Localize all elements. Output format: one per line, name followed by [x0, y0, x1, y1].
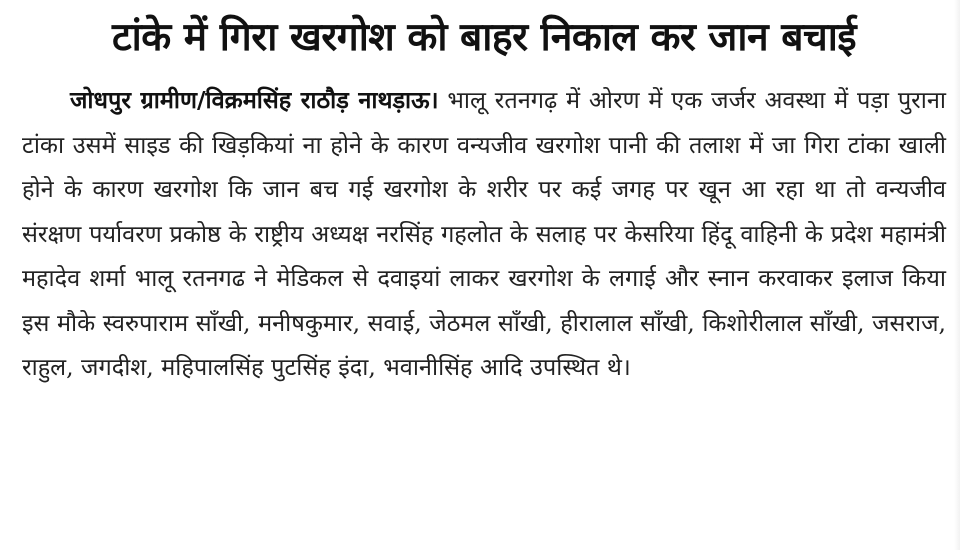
dateline: जोधपुर ग्रामीण/विक्रमसिंह राठौड़ नाथड़ाऊ।	[70, 86, 439, 114]
headline: टांके में गिरा खरगोश को बाहर निकाल कर जान बचाई	[112, 15, 856, 60]
clipping-edge	[954, 0, 960, 550]
article-body-text: भालू रतनगढ़ में ओरण में एक जर्जर अवस्था में पड़ा पुराना टांका उसमें साइड की खिड़कियां ना होने के कारण वन्यजीव खरगोश पानी की तलाश में जा गिरा टांका खाली होने के कारण खरगोश कि जान बच गई खरगोश के शरीर पर कई जगह पर खून आ रहा था तो वन्यजीव संरक्षण पर्यावरण प्रकोष्ठ के राष्ट्रीय अध्यक्ष नरसिंह गहलोत के सलाह पर केसरिया हिंदू वाहिनी के प्रदेश महामंत्री महादेव शर्मा भालू रतनगढ ने मेडिकल से दवाइयां लाकर खरगोश के लगाई और स्नान करवाकर इलाज किया इस मौके स्वरुपाराम साँखी, मनीषकुमार, सवाई, जेठमल साँखी, हीरालाल साँखी, किशोरीलाल साँखी, जसराज, राहुल, जगदीश, महिपालसिंह पुटसिंह इंदा, भवानीसिंह आदि उपस्थित थे।	[22, 86, 947, 381]
article-body	[22, 78, 946, 390]
